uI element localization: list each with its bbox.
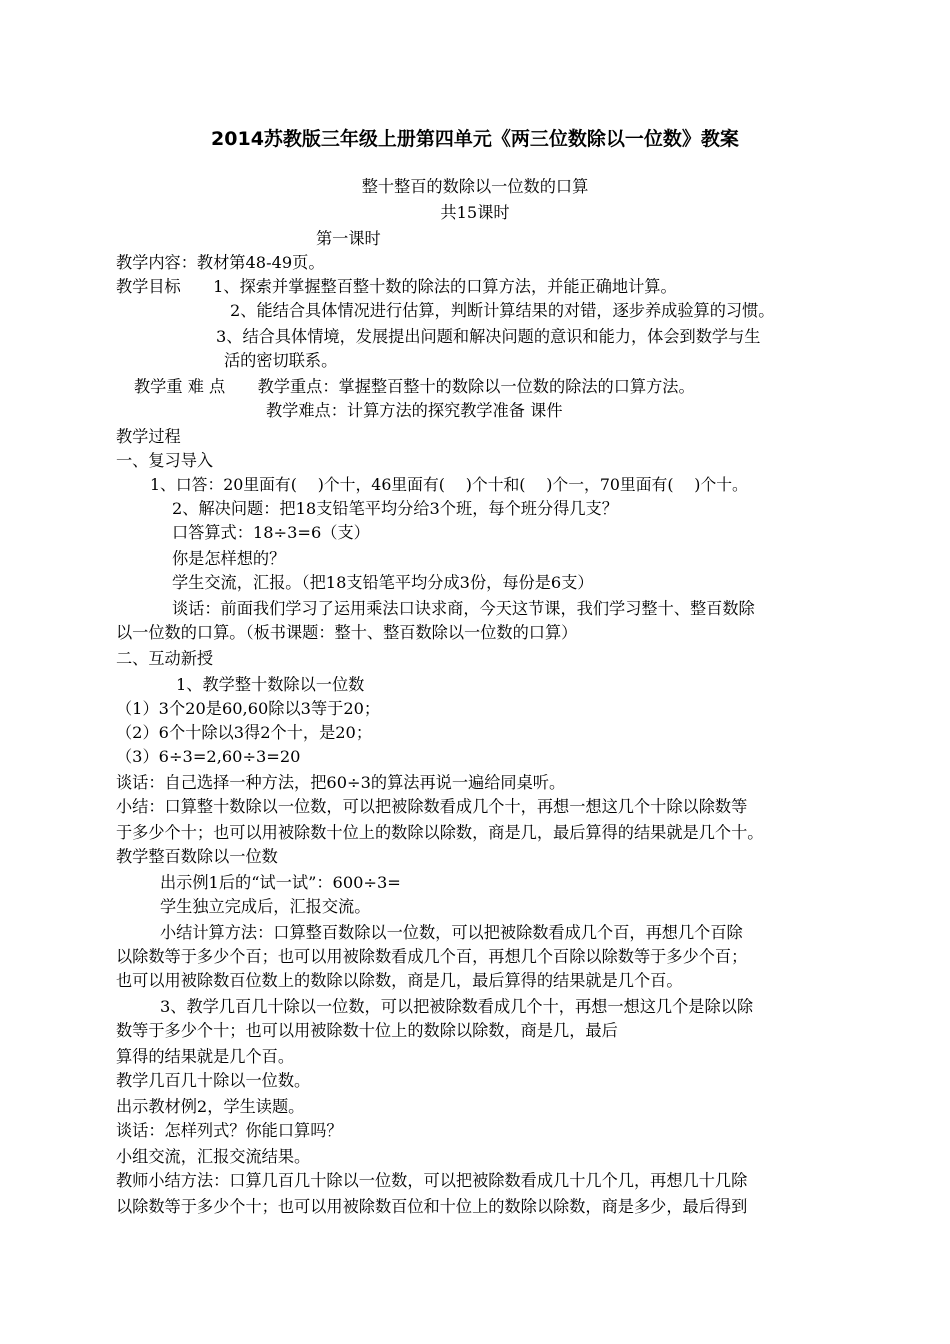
text-line: 教学几百几十除以一位数。 [116,1071,311,1090]
text-line: 学生独立完成后，汇报交流。 [160,897,371,916]
document-title: 2014苏教版三年级上册第四单元《两三位数除以一位数》教案 [211,128,739,150]
text-line: 教学整百数除以一位数 [116,847,278,866]
text-line: 也可以用被除数百位数上的数除以除数，商是几，最后算得的结果就是几个百。 [116,971,683,990]
text-line: 3、教学几百几十除以一位数，可以把被除数看成几个十，再想一想这几个是除以除 [160,997,754,1016]
section-heading: 二、互动新授 [116,649,214,668]
total-lessons: 共15课时 [440,203,510,222]
text-line: （1）3个20是60,60除以3等于20； [116,699,381,718]
text-line: 谈话：怎样列式？你能口算吗？ [116,1121,343,1140]
lesson-subtitle: 整十整百的数除以一位数的口算 [361,177,589,196]
text-line: 以除数等于多少个百；也可以用被除数看成几个百，再想几个百除以除数等于多少个百； [116,947,748,966]
text-line: 谈话：前面我们学习了运用乘法口诀求商，今天这节课，我们学习整十、整百数除 [172,599,755,618]
text-line: 出示教材例2，学生读题。 [116,1097,305,1116]
text-line: 出示例1后的“试一试”：600÷3= [160,873,401,892]
text-line: 2、能结合具体情况进行估算，判断计算结果的对错，逐步养成验算的习惯。 [230,301,775,320]
text-line: 教学难点：计算方法的探究教学准备 课件 [266,401,563,420]
text-line: 于多少个十；也可以用被除数十位上的数除以除数，商是几，最后算得的结果就是几个十。 [116,823,764,842]
text-line: 1、口答：20里面有( )个十，46里面有( )个十和( )个一，70里面有( )个十。 [150,475,748,494]
text-line: 教学目标 1、探索并掌握整百整十数的除法的口算方法，并能正确地计算。 [116,277,677,296]
text-line: 教学内容：教材第48-49页。 [116,253,325,272]
text-line: 算得的结果就是几个百。 [116,1047,295,1066]
text-line: 学生交流，汇报。（把18支铅笔平均分成3份，每份是6支） [172,573,594,592]
text-line: 活的密切联系。 [224,351,338,370]
text-line: 小结：口算整十数除以一位数，可以把被除数看成几个十，再想一想这几个十除以除数等 [116,797,748,816]
text-line: 小组交流，汇报交流结果。 [116,1147,311,1166]
text-line: 口答算式：18÷3=6（支） [172,523,370,542]
text-line: 谈话：自己选择一种方法，把60÷3的算法再说一遍给同桌听。 [116,773,566,792]
text-line: （3）6÷3=2,60÷3=20 [116,747,301,766]
section-heading: 教学过程 [116,427,181,446]
text-line: 数等于多少个十；也可以用被除数十位上的数除以除数，商是几，最后 [116,1021,618,1040]
text-line: 3、结合具体情境，发展提出问题和解决问题的意识和能力，体会到数学与生 [216,327,761,346]
text-line: 教学重 难 点 教学重点：掌握整百整十的数除以一位数的除法的口算方法。 [134,377,695,396]
text-line: （2）6个十除以3得2个十，是20； [116,723,373,742]
lesson-number: 第一课时 [316,229,381,248]
text-line: 你是怎样想的？ [172,549,286,568]
section-heading: 一、复习导入 [116,451,214,470]
text-line: 教师小结方法：口算几百几十除以一位数，可以把被除数看成几十几个几，再想几十几除 [116,1171,748,1190]
text-line: 2、解决问题：把18支铅笔平均分给3个班，每个班分得几支？ [172,499,618,518]
text-line: 1、教学整十数除以一位数 [176,675,365,694]
text-line: 以一位数的口算。（板书课题：整十、整百数除以一位数的口算） [116,623,578,642]
text-line: 以除数等于多少个十；也可以用被除数百位和十位上的数除以除数，商是多少，最后得到 [116,1197,748,1216]
text-line: 小结计算方法：口算整百数除以一位数，可以把被除数看成几个百，再想几个百除 [160,923,743,942]
